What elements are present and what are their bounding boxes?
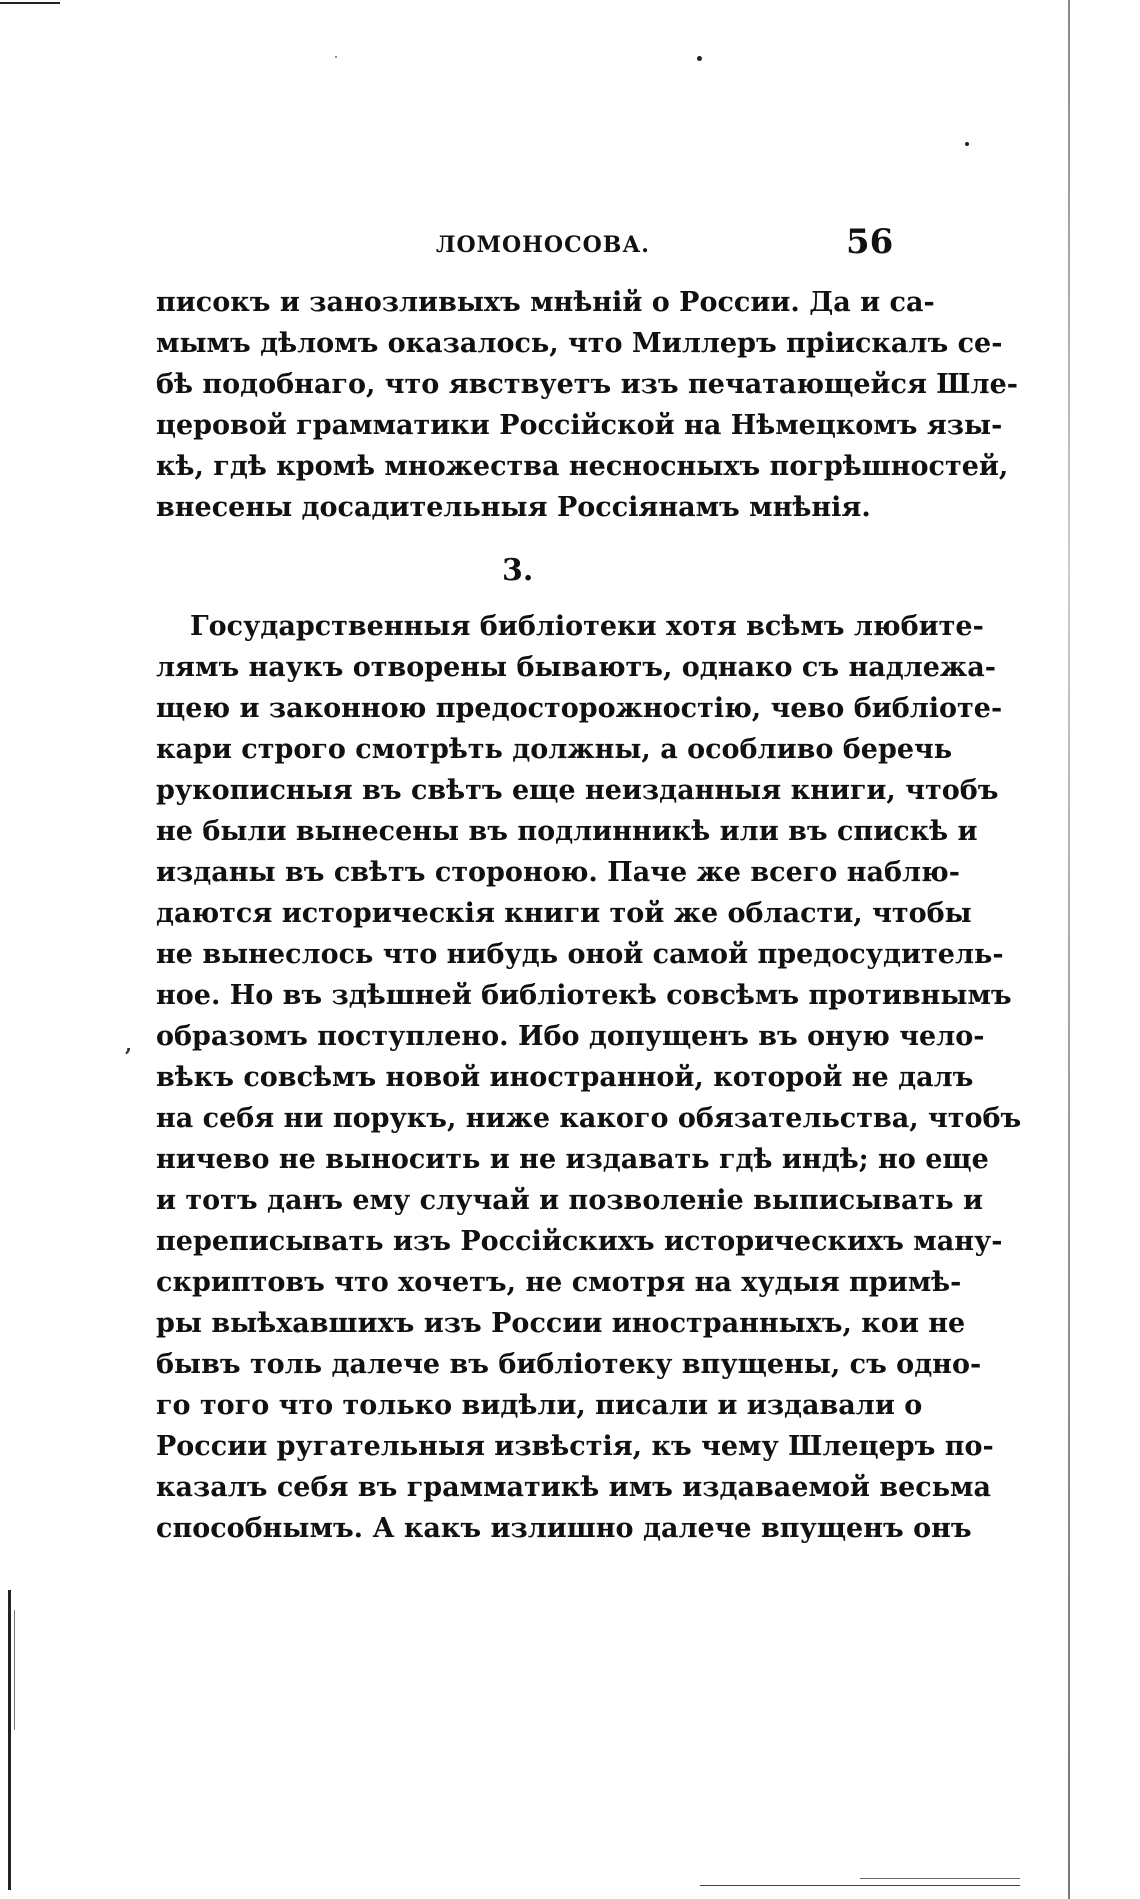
page-number: 56	[846, 222, 894, 262]
text-line: способнымъ. А какъ излишно далече впущенъ онъ	[156, 1513, 972, 1544]
text-line: изданы въ свѣтъ стороною. Паче же всего наблю-	[156, 857, 960, 888]
text-line: не вынеслось что нибудь оной самой предосудитель-	[156, 939, 1004, 970]
text-line: мымъ дѣломъ оказалось, что Миллеръ пріискалъ се-	[156, 328, 1003, 359]
text-line: рукописныя въ свѣтъ еще неизданныя книги, чтобъ	[156, 775, 999, 806]
text-line: го того что только видѣли, писали и издавали о	[156, 1390, 923, 1421]
text-line: щею и законною предосторожностію, чево библіоте-	[156, 693, 1003, 724]
text-line: ное. Но въ здѣшней библіотекѣ совсѣмъ противнымъ	[156, 980, 1012, 1011]
text-line: вѣкъ совсѣмъ новой иностранной, которой не далъ	[156, 1062, 974, 1093]
text-line: кари строго смотрѣть должны, а особливо беречь	[156, 734, 953, 765]
text-line: даются историческія книги той же области, чтобы	[156, 898, 972, 929]
text-line: не были вынесены въ подлинникѣ или въ спискѣ и	[156, 816, 978, 847]
scan-edge-right	[1068, 0, 1070, 1899]
text-line: кѣ, гдѣ кромѣ множества несносныхъ погрѣшностей,	[156, 451, 1009, 482]
text-line: ничево не выносить и не издавать гдѣ индѣ; но еще	[156, 1144, 989, 1175]
text-line: ры выѣхавшихъ изъ России иностранныхъ, кои не	[156, 1308, 966, 1339]
text-line: лямъ наукъ отворены бываютъ, однако съ надлежа-	[156, 652, 996, 683]
text-line: скриптовъ что хочетъ, не смотря на худыя примѣ-	[156, 1267, 962, 1298]
text-line: казалъ себя въ грамматикѣ имъ издаваемой весьма	[156, 1472, 991, 1503]
scan-edge-left	[8, 1590, 11, 1890]
text-line: переписывать изъ Россійскихъ историческихъ ману-	[156, 1226, 1003, 1257]
scan-edge-bottom	[700, 1885, 1020, 1886]
scan-speck	[335, 56, 337, 58]
text-line: на себя ни порукъ, ниже какого обязательства, чтобъ	[156, 1103, 1022, 1134]
scan-edge-bottom-2	[860, 1878, 1020, 1879]
text-line: бывъ толь далече въ библіотеку впущены, съ одно-	[156, 1349, 982, 1380]
margin-mark: ,	[125, 1032, 132, 1056]
scan-edge-left-thin	[14, 1610, 15, 1730]
paragraph-2	[156, 606, 1022, 1549]
text-line: писокъ и занозливыхъ мнѣній о России. Да и са-	[156, 287, 935, 318]
text-line: и тотъ данъ ему случай и позволеніе выписывать и	[156, 1185, 983, 1216]
text-line: бѣ подобнаго, что явствуетъ изъ печатающейся Шле-	[156, 369, 1018, 400]
text-line: России ругательныя извѣстія, къ чему Шлецеръ по-	[156, 1431, 994, 1462]
paragraph-1	[156, 282, 1018, 528]
scan-speck	[965, 142, 969, 146]
running-title: ЛОМОНОСОВА.	[436, 232, 650, 258]
scan-speck	[697, 56, 702, 61]
text-line: внесены досадительныя Россіянамъ мнѣнія.	[156, 492, 871, 523]
text-line: образомъ поступлено. Ибо допущенъ въ оную чело-	[156, 1021, 985, 1052]
text-line: Государственныя библіотеки хотя всѣмъ любите-	[190, 611, 984, 642]
section-number: 3.	[502, 553, 534, 588]
scan-edge-top	[0, 2, 60, 4]
text-line: церовой грамматики Россійской на Нѣмецкомъ язы-	[156, 410, 1003, 441]
